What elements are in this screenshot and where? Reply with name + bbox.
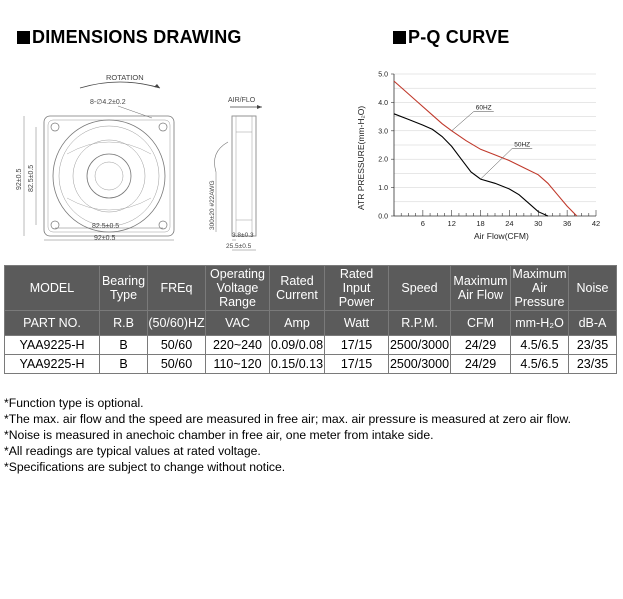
pq-y-tick-label: 1.0 xyxy=(378,185,388,193)
pq-annotation: 60HZ xyxy=(475,104,492,112)
pq-y-tick-label: 5.0 xyxy=(378,71,388,79)
pq-y-tick-label: 2.0 xyxy=(378,156,388,164)
table-header-cell: Maximum Air Flow xyxy=(451,266,511,311)
pq-x-tick-label: 12 xyxy=(447,219,456,228)
lead-wire-label: 300±20 #22AWG xyxy=(209,180,216,230)
pq-series-line-50hz xyxy=(394,114,548,216)
note-line: *All readings are typical values at rated voltage. xyxy=(4,444,261,458)
table-header-cell: Operating Voltage Range xyxy=(206,266,270,311)
square-bullet-icon xyxy=(17,31,30,44)
table-unit-cell: Amp xyxy=(270,311,325,336)
note-line: *The max. air flow and the speed are measured in free air; max. air pressure is measured at zero air flow. xyxy=(4,412,571,426)
dim-bottom-inner: 82.5±0.5 xyxy=(92,223,120,230)
table-header-cell: Rated Input Power xyxy=(325,266,389,311)
table-cell: 4.5/6.5 xyxy=(511,355,569,374)
pq-x-axis-label: Air Flow(CFM) xyxy=(474,231,529,241)
table-cell: 17/15 xyxy=(325,355,389,374)
fan-side-view xyxy=(232,116,256,236)
table-header-cell: Maximum Air Pressure xyxy=(512,267,567,309)
pq-y-tick-label: 0.0 xyxy=(378,213,388,221)
pq-x-tick-label: 24 xyxy=(505,219,514,228)
table-header-cell: Noise xyxy=(569,266,617,311)
pq-annotation-leader xyxy=(452,112,474,131)
table-cell: 110~120 xyxy=(206,355,270,374)
table-cell: 50/60 xyxy=(148,355,206,374)
pq-annotation: 50HZ xyxy=(514,141,531,149)
pq-series xyxy=(394,81,577,216)
table-cell: 23/35 xyxy=(569,355,617,374)
table-unit-cell: mm-H₂O xyxy=(511,311,569,336)
table-unit-cell: (50/60)HZ xyxy=(148,311,206,336)
table-cell: 23/35 xyxy=(569,336,617,355)
table-row xyxy=(5,336,617,355)
pq-chart xyxy=(350,62,615,252)
pq-annotation-leader xyxy=(481,148,513,179)
table-cell: YAA9225-H xyxy=(5,355,100,374)
table-cell: 4.5/6.5 xyxy=(511,336,569,355)
pq-grid xyxy=(394,74,596,202)
table-unit-cell: R.B xyxy=(100,311,148,336)
table-cell: YAA9225-H xyxy=(5,336,100,355)
table-header-cell: MODEL xyxy=(5,266,100,311)
fan-front-view xyxy=(44,116,174,236)
airflow-label: AIR/FLO xyxy=(228,97,256,104)
rotation-arrowhead-icon xyxy=(154,84,160,88)
table-cell: 0.09/0.08 xyxy=(270,336,325,355)
table-unit-cell: PART NO. xyxy=(5,311,100,336)
pq-x-tick-label: 30 xyxy=(534,219,543,228)
pq-y-tick-label: 4.0 xyxy=(378,99,388,107)
pq-x-tick-label: 18 xyxy=(476,219,485,228)
table-cell: 24/29 xyxy=(451,355,511,374)
pq-heading-text: P-Q CURVE xyxy=(408,27,510,47)
airflow-arrow-icon xyxy=(257,105,262,109)
table-unit-cell: Watt xyxy=(325,311,389,336)
pq-axes xyxy=(378,72,600,229)
table-row xyxy=(5,355,617,374)
table-header-row xyxy=(5,266,617,311)
table-header-cell: Rated Current xyxy=(270,266,325,311)
table-unit-cell: dB-A xyxy=(569,311,617,336)
table-cell: 2500/3000 xyxy=(389,355,451,374)
table-header-cell: FREq xyxy=(148,266,206,311)
dim-depth-a: 3.8±0.3 xyxy=(232,232,254,239)
table-header-cell: Speed xyxy=(389,266,451,311)
table-units-row xyxy=(5,311,617,336)
note-line: *Specifications are subject to change without notice. xyxy=(4,460,286,474)
dim-depth-b: 25.5±0.5 xyxy=(226,243,252,250)
dimensions-drawing xyxy=(10,62,272,252)
holes-label: 8-∅4.2±0.2 xyxy=(90,99,126,106)
note-line: *Function type is optional. xyxy=(4,396,144,410)
table-unit-cell: CFM xyxy=(451,311,511,336)
table-cell: 220~240 xyxy=(206,336,270,355)
table-cell: 0.15/0.13 xyxy=(270,355,325,374)
pq-y-tick-label: 3.0 xyxy=(378,128,388,136)
table-cell: 17/15 xyxy=(325,336,389,355)
notes xyxy=(4,395,571,475)
pq-x-tick-label: 36 xyxy=(562,219,572,228)
dimensions-heading-text: DIMENSIONS DRAWING xyxy=(32,27,242,47)
table-cell: 50/60 xyxy=(148,336,206,355)
table-cell: B xyxy=(100,355,148,374)
note-line: *Noise is measured in anechoic chamber in free air, one meter from intake side. xyxy=(4,428,434,442)
pq-x-tick-label: 42 xyxy=(591,219,601,228)
table-header-cell: Bearing Type xyxy=(100,266,148,311)
spec-table xyxy=(4,265,617,374)
rotation-label: ROTATION xyxy=(106,73,144,82)
rotation-arrow-icon xyxy=(80,82,160,88)
pq-y-axis-label: ATR PRESSURE(mm-H₂O) xyxy=(356,105,366,210)
dimensions-heading xyxy=(17,27,242,48)
table-cell: 24/29 xyxy=(451,336,511,355)
table-unit-cell: VAC xyxy=(206,311,270,336)
pq-x-tick-label: 6 xyxy=(420,219,425,228)
pq-series-line-60hz xyxy=(394,81,577,216)
dim-left-inner: 82.5±0.5 xyxy=(28,164,35,192)
table-unit-cell: R.P.M. xyxy=(389,311,451,336)
table-cell: B xyxy=(100,336,148,355)
table-cell: 2500/3000 xyxy=(389,336,451,355)
dim-left-outer: 92±0.5 xyxy=(16,168,23,190)
pq-heading xyxy=(393,27,510,48)
dim-bottom-outer: 92±0.5 xyxy=(94,235,116,242)
square-bullet-icon xyxy=(393,31,406,44)
